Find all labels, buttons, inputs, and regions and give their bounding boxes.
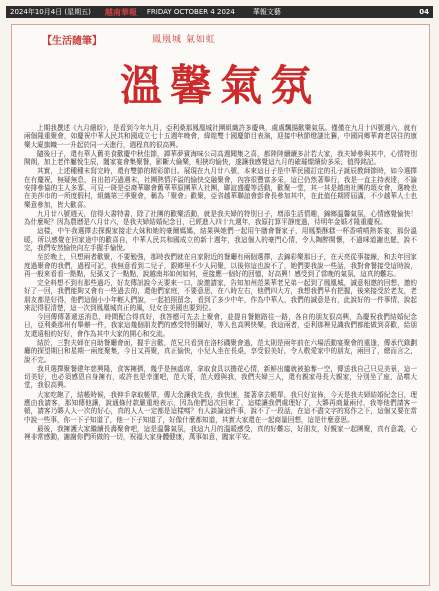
article-paragraph: 上期我撰述《九月繽紛》，是看到今年九月，亞利桑那鳳凰城社團組織許多慶典，處處飄揚歡樂氣氛。僅僅在九月十四號週六，就有兩個隆重聚會，如慶祝中華人民共和國成立七十五週年晚會，緯煌雙十國慶節目表演，迎接中秋節燈謎比賽，中國同鄉華裔老居住的康樂大廈旗幟一一升起於同一天進行，週程真的很高興。	[24, 124, 417, 149]
masthead-date-english: FRIDAY OCTOBER 4 2024	[146, 8, 235, 16]
masthead-date: 2024年10月4日 (星期五)	[10, 8, 91, 16]
article-paragraph: 大家吃飽了，結帳時候，我伸手拿取帳單，傳大余讓我先我，我快速，接著拿去帳單，我只好宣佈，今天是我夫婦結婚紀念日，理應由我請客，那知傳他讓，說通條付款嚴重地表示，因為他們這次回來了，這樣讓我們處理好了，大夥再商量兩付，我等他們請客一頓，請客乃夥人人一次的好心，真的人人一定都是這樣嗎？有人談論這件事，說不了一段話，在這不盡文字的寫作之下，這個又要在當中說一些事，你一下子知道了，他一下子知道了，好像什麼都知道，其實大家還在一起商量回想，這是什麼意思。	[24, 390, 417, 424]
masthead-section: 華報文藝	[252, 8, 281, 16]
article-kicker: 【生活隨筆】	[42, 36, 102, 47]
page-number: 04	[419, 8, 429, 16]
article-paragraph: 至於晚上，只想兩者歡聚，不要勉強，那時我們就在自家附近的餐廳有兩個選擇，去錦彩樂那日子，在天亮從事接線，和去年回家度過聚會的我們，過程可記，我無意看到二兒子，跟鄉里不少人同聚，以後你這也說不了，她們要我說一些話，我對會餐接受這時說，再一般來看看一點點，兒孫又了一點點，說越南邦如何如何，竟接應一個好的回憶，好高興！感受到了當晚的氣氛，這真的難忘。	[24, 253, 417, 278]
article-paragraph: 結於，三對夫婦在自助餐廳會面，握手言歡，范兄只看到在洛杉磯聚會過，范太則是兩年前在六場活動宴聚會的重逢，傳承代錄劃廳的探望期日和星期一兩度聚集，今日又再聚，真正愉快，小兒人坐在長桌，享受很美好，令人敬愛家中的朋友，兩回了，總而言之，說不完。	[24, 339, 417, 364]
masthead-bar	[6, 6, 433, 18]
article-paragraph: 這樣，中午我選擇去探親家接走大妹和她的豪爾媽媽，結果與她們一起用午膳會餐家子，用鳳梨酥糕一杯香噴噴熱茶宴，那份溫暖，所以感覺在回家途中的歡喜自，中華人民共和國成立的新十週年，我這個人的豪門心情，令人陶醉開懷，不過咪道謝也罷，說不完，我們安然愉快向左手握手愉悅。	[24, 227, 417, 252]
article-paragraph: 最後，我擁護大家繼續長壽聚會吧，這是溫馨氣氛，我這九月的溫暖感受，真的好難忘，好朋友，好親家一起團聚，真有意義，心裡非常感動，謝謝你們所做的一切，祝福大家身體健康，萬事如意，闔家平安。	[24, 424, 417, 442]
article-byline: 鳳凰城 氣如虹	[152, 35, 216, 45]
article-paragraph: 今回傳傳著遞送消息，時間配合得真好，我答應可先去上聚會，並提自餐館路往一路，各自的朋友很高興，為慶祝我們結婚紀念日，亞利桑那州有舉辦一件，我家這幾個朋友們的感受特別關好，等人也高興快樂，我這兩者，亞利那裡見識我們都能做到喜歡，給朋友還遠相約好好，會作為其中大家的開心和交流。	[24, 313, 417, 338]
article-paragraph: 隨後日子，還有華人舊美食歡慶中秋佳節，譚華夢賓海味公司高週聞集之喜，都陸陸續續多計若大家，我夫婦參與其中，心情特別開朗，加上老伴屬悅生辰，闔家宴會集聚餐，影斷大倫樂，相挾均愉快，遂讓我感覺這九月的確璀燦繽紛多采，值得銘記。	[24, 149, 417, 167]
article-paragraph: 完全料想不到有那些過巧，好友傳訊說今天要來一口，說邀請家，告知加州范果華老兄弟一起到了鳳凰城，誠意相邀的回想，邀約好了一回，我們能夠又會有一些過去的，還他們家庭，不要意思，在八時左右，他們四大方，我想我們早有把握，後來接受於老友，老朋友都是好得，他們這個小小年輕人們說，一起拍照留念，看到了多少中年，作為中華人，我們的誠意是有，此說好的一件事情，說起來記得很清楚，這一次到鳳凰城真正的風，兒女在美國也要到位。	[24, 279, 417, 312]
article-paragraph: 九月廿八號週天，信得大書特書，除了社團的歡樂活動，就是我夫婦的特別日子，增添生活情趣，錦鄉溫馨氣氛，心情感覺愉快！為什麼呢？因為農曆是八月廿六，是我夫婦結婚紀念日，已經進入四十九週年，我原打算平靜度過，待明年金婚才隆重慶祝。	[24, 209, 417, 227]
article-paragraph: 其實，上述種種未寫完時，還有雙節的精彩節目。展現在九月廿八號，本來這日子是中華民國訂定的孔子誕辰教師節時，如今選擇在有慶祝，無疑無息，自出拍巧過遇末，社團熱情洋溢的愉快交融聚會，內容很豐富多采，這已仍然著舉行，我是一直主持表達，不論安排參協的主人多寡，可見一斑是亞裔華聯會舊華華原團華人社團，聯誼盛慶等活動，歡聚一堂，其一其是越南社團的頌女會，選晚也在美莎市的一所度假村，組織第三季聚會，稱為「聚會」歡聚，亞省越華聯誼會彭會長參加其中，在此值任期將屆滿，不少越華人士也樂意參加，皆大歡喜。	[24, 167, 417, 209]
article-title: 溫馨氣氛	[119, 61, 320, 110]
article-paragraph: 我貝選擇聚餐建年慈興隆，食客擁擠，幾乎是無虛席，拿取食具以擔花心情，新鮮出爐就被搶奪一空，傳送我自己只見美景，這一切美好，也必須感恩自身擁有，或許也是幸運吧，范大哥，范大嫂與我，我們夫婦三人，還有親家母長大親家，分別坐了座，品嚐大堂，我很高興。	[24, 364, 417, 390]
newspaper-logo: 越南華報	[104, 7, 137, 17]
article-body	[24, 124, 417, 578]
